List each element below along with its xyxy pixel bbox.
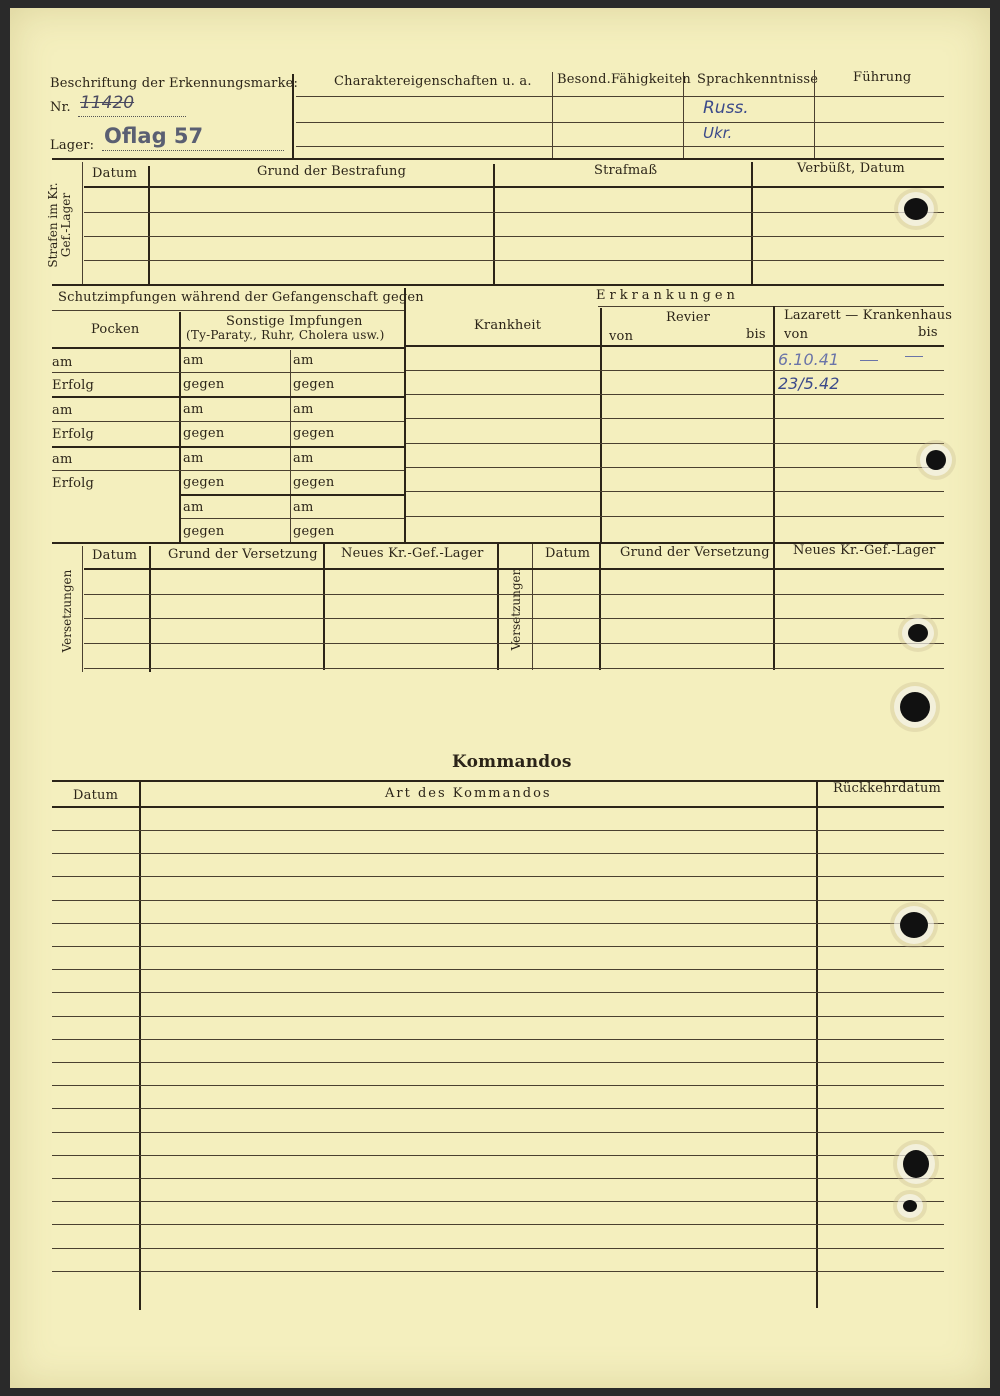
tag-label: Beschriftung der Erkennungsmarke:: [50, 76, 299, 91]
row-gegen: gegen: [183, 475, 225, 490]
col-other-vacc-sub: (Ty-Paraty., Ruhr, Cholera usw.): [186, 328, 385, 342]
row-am: am: [52, 452, 73, 467]
col-character: Charaktereigenschaften u. a.: [334, 74, 532, 89]
punch-hole: [904, 198, 928, 220]
transfers-side-label-left: Versetzungen: [60, 569, 74, 653]
kommandos-title: Kommandos: [452, 752, 572, 772]
col-date: Datum: [545, 546, 591, 561]
col-conduct: Führung: [853, 70, 912, 85]
languages-entry-2: Ukr.: [703, 124, 733, 142]
row-am: am: [293, 500, 314, 515]
ruled-line: [52, 876, 944, 877]
row-gegen: gegen: [293, 377, 335, 392]
lager-stamp: Oflag 57: [104, 124, 204, 148]
ruled-line: [52, 1155, 944, 1156]
record-card: [10, 8, 990, 1388]
col-date: Datum: [92, 166, 138, 181]
ruled-line: [52, 1108, 944, 1109]
row-am: am: [183, 500, 204, 515]
col-reason: Grund der Versetzung: [168, 547, 318, 562]
ruled-line: [52, 1178, 944, 1179]
lazarett-entry-from: 6.10.41: [778, 350, 840, 369]
col-abilities: Besond.Fähigkeiten: [557, 72, 691, 87]
row-gegen: gegen: [293, 475, 335, 490]
row-am: am: [293, 402, 314, 417]
ruled-line: [52, 1085, 944, 1086]
row-erfolg: Erfolg: [52, 378, 95, 393]
row-am: am: [293, 353, 314, 368]
ruled-line: [52, 1271, 944, 1272]
col-date: Datum: [92, 548, 138, 563]
col-smallpox: Pocken: [91, 322, 140, 337]
row-gegen: gegen: [293, 426, 335, 441]
row-gegen: gegen: [293, 524, 335, 539]
languages-entry-1: Russ.: [703, 98, 749, 118]
col-languages: Sprachkenntnisse: [697, 72, 819, 87]
col-revier: Revier: [666, 310, 711, 325]
row-am: am: [183, 353, 204, 368]
lazarett-entry-to: 23/5.42: [778, 374, 840, 393]
col-illness: Krankheit: [474, 318, 542, 333]
row-am: am: [293, 451, 314, 466]
col-served: Verbüßt, Datum: [797, 161, 905, 176]
ruled-line: [52, 1039, 944, 1040]
row-am: am: [183, 402, 204, 417]
nr-label: Nr.: [50, 100, 71, 115]
col-new-camp: Neues Kr.-Gef.-Lager: [793, 543, 936, 558]
ruled-line: [52, 1016, 944, 1017]
lazarett-from: von: [784, 327, 809, 342]
ruled-line: [52, 1248, 944, 1249]
col-reason: Grund der Versetzung: [620, 545, 770, 560]
punch-hole: [903, 1150, 929, 1178]
punch-hole: [903, 1200, 917, 1212]
punch-hole: [908, 624, 928, 642]
ruled-line: [52, 900, 944, 901]
row-gegen: gegen: [183, 524, 225, 539]
col-date: Datum: [73, 788, 119, 803]
col-reason: Grund der Bestrafung: [257, 164, 407, 179]
ruled-line: [52, 853, 944, 854]
col-type: Art des Kommandos: [385, 786, 552, 801]
col-lazarett: Lazarett — Krankenhaus: [784, 308, 953, 323]
punch-hole: [900, 692, 930, 722]
ruled-line: [52, 969, 944, 970]
ruled-line: [52, 946, 944, 947]
col-new-camp: Neues Kr.-Gef.-Lager: [341, 546, 484, 561]
transfers-side-label-right: Versetzungen: [509, 567, 523, 651]
ruled-line: [52, 1132, 944, 1133]
col-other-vacc: Sonstige Impfungen: [226, 314, 363, 329]
row-gegen: gegen: [183, 377, 225, 392]
row-erfolg: Erfolg: [52, 427, 95, 442]
illnesses-title: Erkrankungen: [596, 288, 739, 303]
row-am: am: [183, 451, 204, 466]
ruled-line: [52, 830, 944, 831]
row-gegen: gegen: [183, 426, 225, 441]
col-return: Rückkehrdatum: [833, 781, 942, 796]
ruled-line: [52, 992, 944, 993]
col-penalty: Strafmaß: [594, 163, 658, 178]
ruled-line: [52, 923, 944, 924]
lazarett-to: bis: [918, 325, 938, 340]
ruled-line: [52, 1062, 944, 1063]
lager-label: Lager:: [50, 138, 95, 153]
row-am: am: [52, 355, 73, 370]
revier-to: bis: [746, 327, 766, 342]
vaccinations-title: Schutzimpfungen während der Gefangenschaft gegen: [58, 290, 424, 305]
punch-hole: [900, 912, 928, 938]
nr-value: 11420: [80, 93, 135, 113]
revier-from: von: [609, 329, 634, 344]
ruled-line: [52, 1224, 944, 1225]
row-erfolg: Erfolg: [52, 476, 95, 491]
ruled-line: [52, 1201, 944, 1202]
row-am: am: [52, 403, 73, 418]
punch-hole: [926, 450, 946, 470]
punishments-side-label: Strafen im Kr. Gef.-Lager: [46, 182, 73, 268]
